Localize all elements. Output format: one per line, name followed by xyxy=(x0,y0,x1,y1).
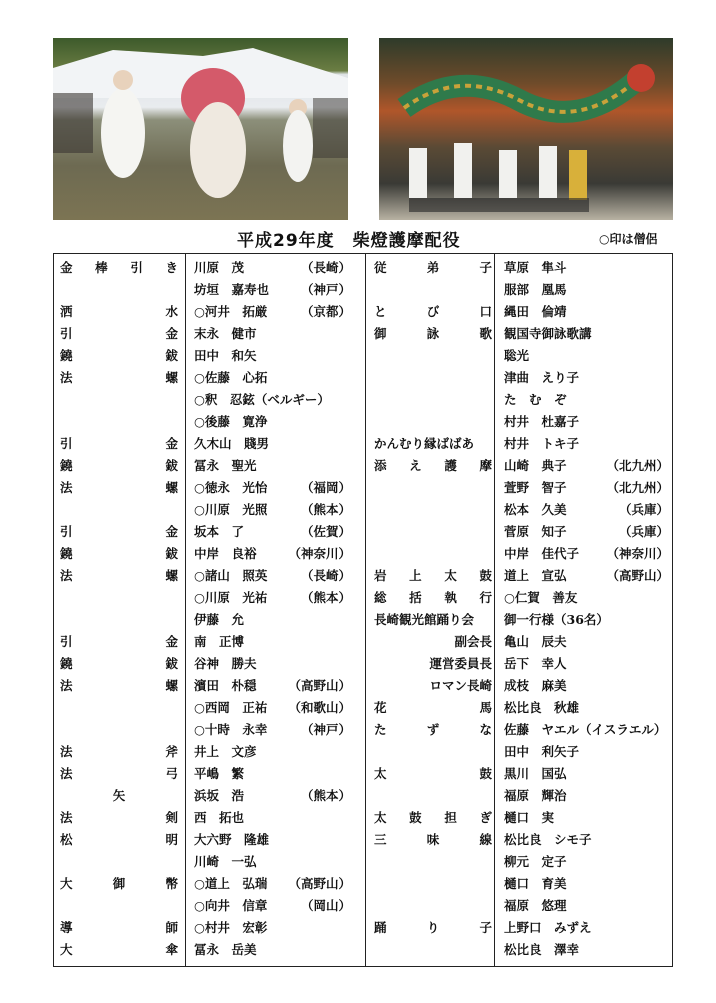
role-label: 岩 上 太 鼓 xyxy=(374,568,492,583)
person-name: 南 正博 xyxy=(194,634,245,649)
role-label: 松 明 xyxy=(60,832,178,847)
person-name: 縄田 倫靖 xyxy=(504,304,567,319)
table-row xyxy=(54,411,672,433)
role-label: 三 味 線 xyxy=(374,832,492,847)
person-name: 菅原 知子 xyxy=(504,524,567,539)
role-label: 洒 水 xyxy=(60,304,178,319)
role-label: 御 詠 歌 xyxy=(374,326,492,341)
person-name: ○村井 宏彰 xyxy=(194,920,268,935)
role-label: 従 弟 子 xyxy=(374,260,492,275)
table-row xyxy=(54,279,672,301)
person-name: ○十時 永幸 xyxy=(194,722,268,737)
table-row xyxy=(54,433,672,455)
person-name: 谷神 勝夫 xyxy=(194,656,257,671)
table-row xyxy=(54,609,672,631)
person-name: 濱田 朴穏 xyxy=(194,678,257,693)
hometown: （岡山） xyxy=(300,898,351,913)
hometown: （北九州） xyxy=(606,480,669,495)
table-row xyxy=(54,455,672,477)
priest-mark-note: ○印は僧侶 xyxy=(599,232,658,246)
person-name: ○川原 光祐 xyxy=(194,590,268,605)
hometown: （神奈川） xyxy=(606,546,669,561)
role-label: 金 棒 引 き xyxy=(60,260,178,275)
person-name: ○西岡 正祐 xyxy=(194,700,268,715)
role-label: 法 螺 xyxy=(60,568,178,583)
table-row xyxy=(54,543,672,565)
role-label: 法 剣 xyxy=(60,810,178,825)
table-row xyxy=(54,763,672,785)
person-name: 川原 茂 xyxy=(194,260,245,275)
hometown: （高野山） xyxy=(288,876,351,891)
person-name: 草原 隼斗 xyxy=(504,260,567,275)
person-name: 久木山 賤男 xyxy=(194,436,270,451)
role-label: 鐃 鈸 xyxy=(60,458,178,473)
hometown: （兵庫） xyxy=(618,502,669,517)
person-name: 御一行様（36名） xyxy=(504,612,609,627)
person-name: 上野口 みずえ xyxy=(504,920,592,935)
person-name: 道上 宣弘 xyxy=(504,568,567,583)
page-title: 平成29年度 柴燈護摩配役 xyxy=(237,231,461,251)
person-name: 冨永 岳美 xyxy=(194,942,257,957)
table-row xyxy=(54,719,672,741)
table-row xyxy=(54,829,672,851)
role-label: 踊 り 子 xyxy=(374,920,492,935)
role-label: 長崎観光館踊り会 xyxy=(374,612,475,627)
person-name: 津曲 えり子 xyxy=(504,370,580,385)
person-name: 観国寺御詠歌講 xyxy=(504,326,592,341)
person-name: ○諸山 照英 xyxy=(194,568,268,583)
person-name: 成枝 麻美 xyxy=(504,678,567,693)
person-name: ○川原 光照 xyxy=(194,502,268,517)
table-row xyxy=(54,675,672,697)
hometown: （京都） xyxy=(300,304,351,319)
table-row xyxy=(54,939,672,961)
person-name: 平嶋 繁 xyxy=(194,766,245,781)
person-name: 末永 健市 xyxy=(194,326,257,341)
table-row xyxy=(54,587,672,609)
table-row xyxy=(54,301,672,323)
person-name: 西 拓也 xyxy=(194,810,245,825)
person-name: 村井 トキ子 xyxy=(504,436,580,451)
table-row xyxy=(54,565,672,587)
role-label: かんむり縁ばばあ xyxy=(374,436,475,451)
person-name: ○後藤 寛浄 xyxy=(194,414,268,429)
role-label: 引 金 xyxy=(60,524,178,539)
hometown: （福岡） xyxy=(300,480,351,495)
hometown: （神奈川） xyxy=(288,546,351,561)
role-label: 鐃 鈸 xyxy=(60,546,178,561)
person-name: 福原 悠理 xyxy=(504,898,567,913)
person-name: ○向井 信章 xyxy=(194,898,268,913)
person-name: 服部 凰馬 xyxy=(504,282,567,297)
hometown: （熊本） xyxy=(300,502,351,517)
role-label: 法 螺 xyxy=(60,678,178,693)
table-row xyxy=(54,367,672,389)
table-row xyxy=(54,895,672,917)
person-name: 大六野 隆雄 xyxy=(194,832,270,847)
person-name: ○徳永 光怡 xyxy=(194,480,268,495)
role-label: と び 口 xyxy=(374,304,492,319)
person-name: 伊藤 允 xyxy=(194,612,245,627)
person-name: 萱野 智子 xyxy=(504,480,567,495)
role-label: 添 え 護 摩 xyxy=(374,458,492,473)
role-label: 総 括 執 行 xyxy=(374,590,492,605)
person-name: た む ぞ xyxy=(504,392,567,407)
role-label: 花 馬 xyxy=(374,700,492,715)
table-row xyxy=(54,477,672,499)
person-name: ○河井 拓厳 xyxy=(194,304,268,319)
role-label: 引 金 xyxy=(60,436,178,451)
person-name: 聡光 xyxy=(504,348,530,363)
role-label: 鐃 鈸 xyxy=(60,348,178,363)
role-label: 法 弓 xyxy=(60,766,178,781)
table-row xyxy=(54,323,672,345)
role-label: 法 斧 xyxy=(60,744,178,759)
person-name: 松比良 秋雄 xyxy=(504,700,580,715)
person-name: ○佐藤 心拓 xyxy=(194,370,268,385)
table-row xyxy=(54,917,672,939)
hometown: （佐賀） xyxy=(300,524,351,539)
person-name: 田中 利矢子 xyxy=(504,744,580,759)
person-name: 松比良 シモ子 xyxy=(504,832,592,847)
table-row xyxy=(54,345,672,367)
person-name: 福原 輝治 xyxy=(504,788,567,803)
table-row xyxy=(54,389,672,411)
person-name: 樋口 実 xyxy=(504,810,555,825)
festival-photo-decorated-cow xyxy=(53,38,348,220)
person-name: ○仁賀 善友 xyxy=(504,590,578,605)
festival-photo-dragon-dance xyxy=(379,38,673,220)
table-row xyxy=(54,257,672,279)
hometown: （長崎） xyxy=(300,568,351,583)
table-row xyxy=(54,499,672,521)
hometown: （兵庫） xyxy=(618,524,669,539)
person-name: 田中 和矢 xyxy=(194,348,257,363)
role-label: た ず な xyxy=(374,722,492,737)
table-row xyxy=(54,521,672,543)
table-row xyxy=(54,851,672,873)
person-name: 中岸 良裕 xyxy=(194,546,257,561)
role-label: ロマン長崎 xyxy=(429,678,492,693)
role-label: 大 御 幣 xyxy=(60,876,178,891)
person-name: 岳下 幸人 xyxy=(504,656,567,671)
person-name: ○道上 弘瑞 xyxy=(194,876,268,891)
table-row xyxy=(54,741,672,763)
person-name: 黒川 国弘 xyxy=(504,766,567,781)
hometown: （熊本） xyxy=(300,788,351,803)
person-name: 浜坂 浩 xyxy=(194,788,245,803)
role-label: 鐃 鈸 xyxy=(60,656,178,671)
person-name: 中岸 佳代子 xyxy=(504,546,580,561)
person-name: 井上 文彦 xyxy=(194,744,257,759)
table-row xyxy=(54,653,672,675)
hometown: （和歌山） xyxy=(288,700,351,715)
hometown: （高野山） xyxy=(606,568,669,583)
hometown: （高野山） xyxy=(288,678,351,693)
hometown: （神戸） xyxy=(300,282,351,297)
table-row xyxy=(54,697,672,719)
role-label: 副会長 xyxy=(454,634,492,649)
role-label: 導 師 xyxy=(60,920,178,935)
hometown: （熊本） xyxy=(300,590,351,605)
person-name: 川崎 一弘 xyxy=(194,854,257,869)
table-row xyxy=(54,631,672,653)
role-label: 太 鼓 xyxy=(374,766,492,781)
person-name: 柳元 定子 xyxy=(504,854,567,869)
hometown: （神戸） xyxy=(300,722,351,737)
person-name: 村井 杜嘉子 xyxy=(504,414,580,429)
table-row xyxy=(54,785,672,807)
person-name: 松比良 澤幸 xyxy=(504,942,580,957)
person-name: ○釈 忍鉉（ベルギー） xyxy=(194,392,330,407)
role-label: 運営委員長 xyxy=(429,656,492,671)
table-row xyxy=(54,873,672,895)
role-label: 矢 xyxy=(112,788,126,803)
role-assignment-table xyxy=(53,253,673,967)
role-label: 引 金 xyxy=(60,326,178,341)
role-label: 大 傘 xyxy=(60,942,178,957)
role-label: 法 螺 xyxy=(60,480,178,495)
role-label: 太 鼓 担 ぎ xyxy=(374,810,492,825)
person-name: 坊垣 嘉寿也 xyxy=(194,282,270,297)
person-name: 佐藤 ヤエル（イスラエル） xyxy=(504,722,667,737)
table-row xyxy=(54,807,672,829)
person-name: 冨永 聖光 xyxy=(194,458,257,473)
role-label: 引 金 xyxy=(60,634,178,649)
person-name: 亀山 辰夫 xyxy=(504,634,567,649)
person-name: 樋口 育美 xyxy=(504,876,567,891)
person-name: 坂本 了 xyxy=(194,524,245,539)
hometown: （長崎） xyxy=(300,260,351,275)
person-name: 山崎 典子 xyxy=(504,458,567,473)
role-label: 法 螺 xyxy=(60,370,178,385)
hometown: （北九州） xyxy=(606,458,669,473)
page-header xyxy=(0,226,716,251)
person-name: 松本 久美 xyxy=(504,502,567,517)
